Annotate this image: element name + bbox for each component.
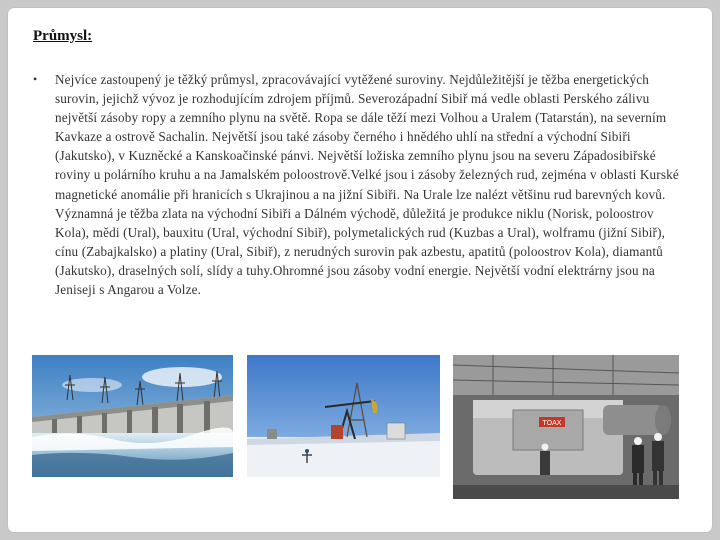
machine-label-text: TOAX <box>542 420 562 427</box>
factory-photo <box>453 355 679 499</box>
slide-title: Průmysl: <box>33 28 93 44</box>
bullet-icon: • <box>33 72 38 86</box>
oil-photo <box>247 355 440 477</box>
dam-photo <box>32 355 233 477</box>
factory-image <box>453 355 679 499</box>
oil-image <box>247 355 440 477</box>
body-text: Nejvíce zastoupený je těžký průmysl, zpracovávající vytěžené suroviny. Nejdůležitější je těžba energetických surovin, jejichž vývoz je rozhodujícím zdrojem příjmů. Severozápadní Sibiř má vedle oblasti Perského zálivu největší zásoby ropy a zemního plynu na světě. Ropa se dále těží mezi Volhou a Uralem (Tatarstán), na severním Kavkaze a ostrově Sachalin. Největší jsou také zásoby černého i hnědého uhlí na střední a východní Sibiři (Jakutsko), v Kuzněcké a Kanskoačinské pánvi. Největší ložiska zemního plynu jsou na severu Západosibiřské roviny u polárního kruhu a na Jamalském poloostrově.Velké jsou i zásoby železných rud, zejména v oblasti Kurské magnetické anomálie při hranicích s Ukrajinou a na jižní Sibiři. Na Urale lze nalézt většinu rud barevných kovů. Významná je těžba zlata na východní Sibiři a Dálném východě, důležitá je produkce niklu (Norisk, poloostrov Kola), mědi (Ural), bauxitu (Ural, východní Sibiř), polymetalických rud (Kuzbas a Ural), wolframu (jižní Sibiř), cínu (Zabajkalsko) a platiny (Ural, Sibiř), z nerudných surovin pak azbestu, apatitů (poloostrov Kola), diamantů (Jakutsko), draselných solí, slídy a tuhy.Ohromné jsou zásoby vodní energie. Největší vodní elektrárny jsou na Jeniseji s Angarou a Volze. <box>55 72 679 298</box>
dam-image <box>32 355 233 477</box>
bullet-item <box>33 70 683 299</box>
slide <box>8 8 712 532</box>
